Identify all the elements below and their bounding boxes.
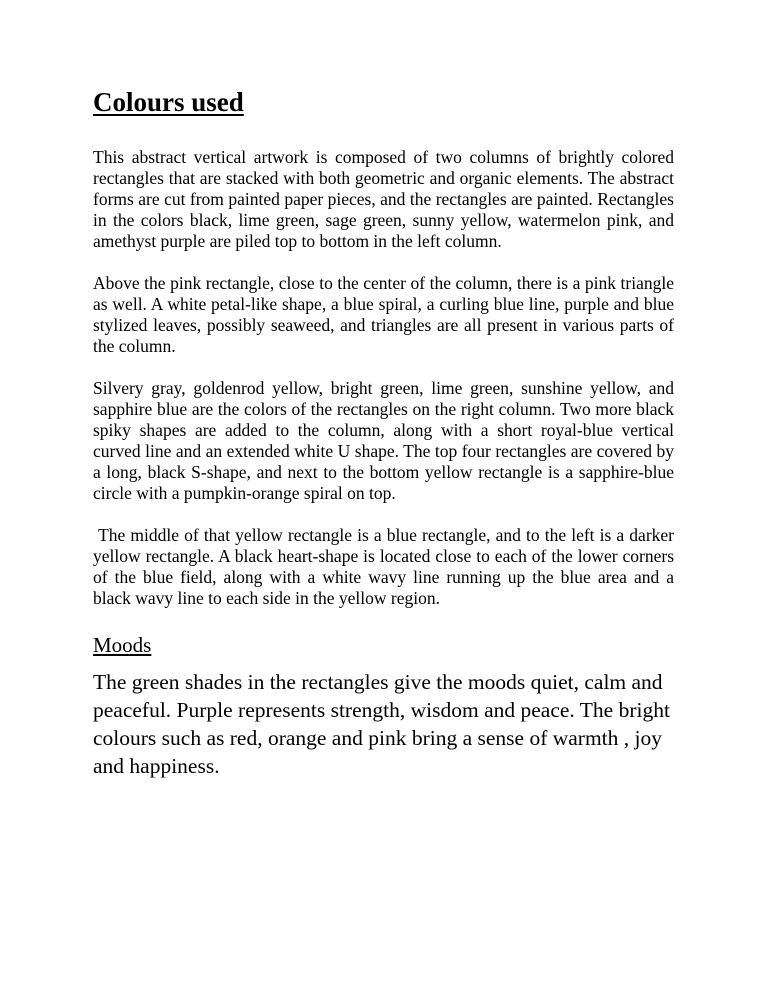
moods-paragraph: The green shades in the rectangles give the moods quiet, calm and peaceful. Purple represents strength, wisdom and peace. The bright colours such as red, orange and pink bring a sense of warmth , joy and happiness. <box>93 670 670 778</box>
paragraph-right-column: Silvery gray, goldenrod yellow, bright green, lime green, sunshine yellow, and sapphire blue are the colors of the rectangles on the right column. Two more black spiky shapes are added to the column, along with a short royal-blue vertical curved line and an extended white U shape. The top four rectangles are covered by a long, black S-shape, and next to the bottom yellow rectangle is a sapphire-blue circle with a pumpkin-orange spiral on top. <box>93 378 674 503</box>
moods-heading: Moods <box>93 633 152 657</box>
page-title: Colours used <box>93 87 244 117</box>
paragraph-pink-triangle: Above the pink rectangle, close to the center of the column, there is a pink triangle as well. A white petal-like shape, a blue spiral, a curling blue line, purple and blue stylized leaves, possibly seaweed, and triangles are all present in various parts of the column. <box>93 273 674 356</box>
paragraph-left-column: This abstract vertical artwork is composed of two columns of brightly colored rectangles that are stacked with both geometric and organic elements. The abstract forms are cut from painted paper pieces, and the rectangles are painted. Rectangles in the colors black, lime green, sage green, sunny yellow, watermelon pink, and amethyst purple are piled top to bottom in the left column. <box>93 147 674 251</box>
paragraph-yellow-rectangle: The middle of that yellow rectangle is a blue rectangle, and to the left is a darker yellow rectangle. A black heart-shape is located close to each of the lower corners of the blue field, along with a white wavy line running up the blue area and a black wavy line to each side in the yellow region. <box>93 525 679 608</box>
document-page <box>93 82 679 780</box>
